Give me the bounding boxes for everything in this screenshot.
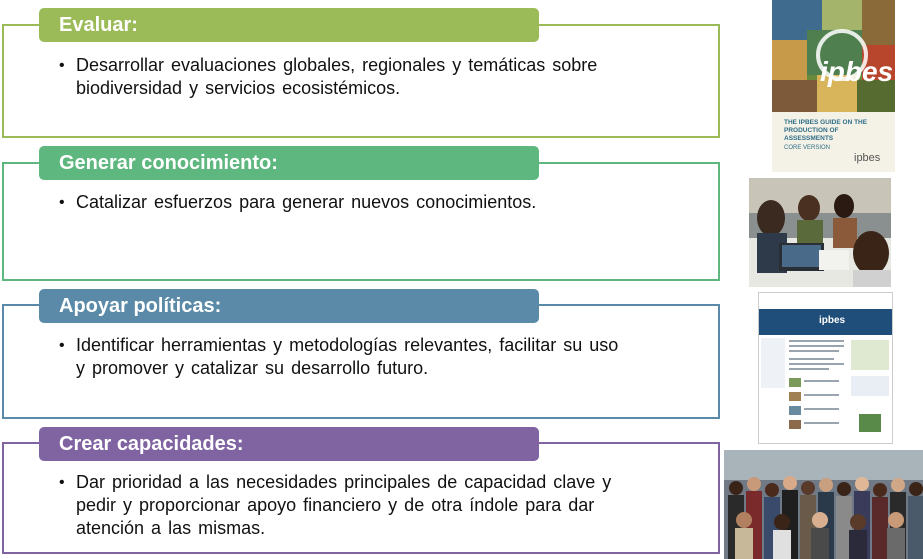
workshop-photo xyxy=(749,178,891,287)
group-photo xyxy=(724,450,923,559)
section-crear-text: Dar prioridad a las necesidades principales de capacidad clave y pedir y proporcionar apoyo financiero y de otra índole para dar atención a las mismas. xyxy=(76,472,612,538)
section-generar-text: Catalizar esfuerzos para generar nuevos conocimientos. xyxy=(76,192,537,212)
cover-small-logo-text: ipbes xyxy=(854,152,881,164)
group-photo-illustration xyxy=(724,450,923,559)
ipbes-guide-cover-image xyxy=(772,0,895,172)
cover-title-text: THE IPBES GUIDE ON THE PRODUCTION OF ASSESSMENTS xyxy=(784,119,868,142)
section-evaluar-text: Desarrollar evaluaciones globales, regionales y temáticas sobre biodiversidad y servicios ecosistémicos. xyxy=(76,55,598,98)
bullet-icon: • xyxy=(59,194,65,211)
website-logo-text: ipbes xyxy=(819,315,846,326)
section-apoyar-text: Identificar herramientas y metodologías relevantes, facilitar su uso y promover y catalizar su desarrollo futuro. xyxy=(76,335,619,378)
website-header-bar xyxy=(759,309,892,335)
workshop-photo-illustration xyxy=(749,178,891,287)
website-banner xyxy=(759,293,892,309)
bullet-icon: • xyxy=(59,337,65,354)
section-crear-header: Crear capacidades: xyxy=(39,427,539,461)
section-evaluar-header: Evaluar: xyxy=(39,8,539,42)
section-generar-header: Generar conocimiento: xyxy=(39,146,539,180)
cover-logo-text: ipbes xyxy=(820,56,894,87)
ipbes-website-screenshot xyxy=(758,292,893,444)
cover-subtitle-text: CORE VERSION xyxy=(784,145,831,151)
website-content-illustration xyxy=(759,336,892,444)
bullet-icon: • xyxy=(59,57,65,74)
bullet-icon: • xyxy=(59,474,65,491)
section-apoyar-header: Apoyar políticas: xyxy=(39,289,539,323)
